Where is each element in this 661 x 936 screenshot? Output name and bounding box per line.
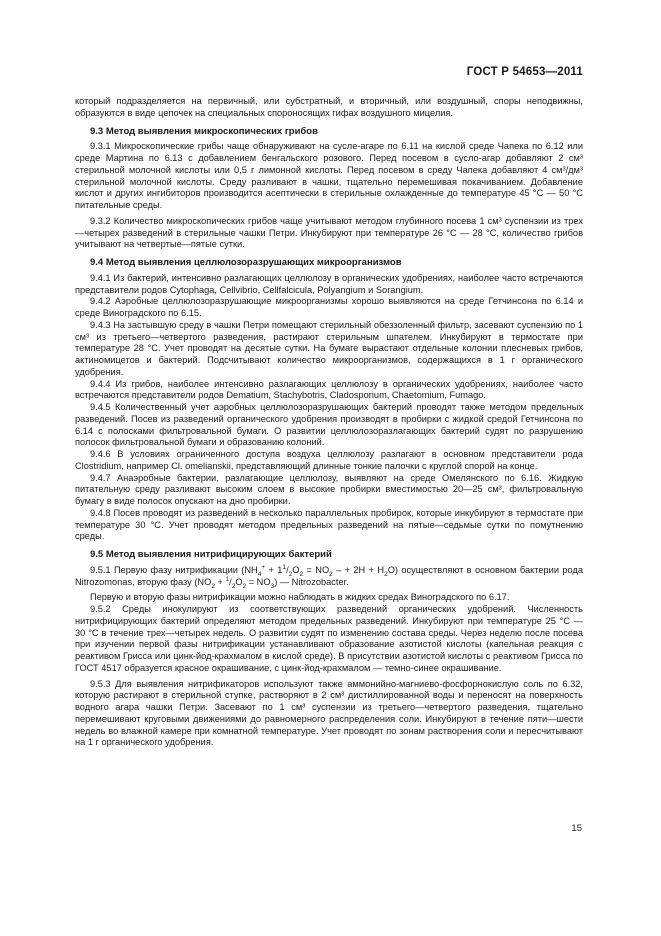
paragraph-9-5-1-b: Первую и вторую фазы нитрификации можно наблюдать в жидких средах Виноградского по 6.17. <box>90 592 510 603</box>
paragraph-9-4-7: 9.4.7 Анаэробные бактерии, разлагающие целлюлозу, выявляют на среде Омелянского по 6.16. Жидкую питательную среду разливают высоким слоем в высокие пробирки вместимостью 20—25 см³, фильтровальную бумагу в виде полосок опускают на дно пробирки. <box>75 472 583 506</box>
page-number: 15 <box>571 823 582 834</box>
paragraph-9-4-6: 9.4.6 В условиях ограниченного доступа воздуха целлюлозу разлагают в основном представители рода Clostridium, например Cl. omelianskii, представляющий длинные тонкие палочки с круглой спорой на конце. <box>75 449 583 471</box>
paragraph-9-5-3: 9.5.3 Для выявления нитрификаторов используют также аммонийно-магниево-фосфорнокислую соль по 6.32, которую растирают в стерильной ступке, растворяют в 2 см³ дистиллированной воды и переносят на поверхность водного агара чашки Петри. Засевают по 1 см³ суспензии из третьего—четвертого разведения, тщательно перемешивают круговыми движениями до равномерного распределения соли. Инкубируют в течение пяти—шести недель во влажной камере при комнатной температуре. Учет проводят по зонам растворения соли и пересчитывают на 1 г органического удобрения. <box>75 678 583 748</box>
paragraph-9-4-1: 9.4.1 Из бактерий, интенсивно разлагающих целлюлозу в органических удобрениях, наиболее часто встречаются представители родов Cytophaga, Cellvibrio, Cellfalcicula, Polyangium и Sorangium. <box>75 272 583 295</box>
section-heading-9-4: 9.4 Метод выявления целлюлозоразрушающих микроорганизмов <box>90 257 402 268</box>
paragraph-9-4-5: 9.4.5 Количественный учет аэробных целлюлозоразрушающих бактерий проводят также методом предельных разведений. Посев из разведений органического удобрения производят в пробирки с жидкой средой Гетчинсона по 6.14 с полосками фильтровальной бумаги. О развитии целлюлозоразлагающих бактерий судят по разрушению полосок фильтровальной бумаги и образованию колоний. <box>75 402 583 448</box>
paragraph-9-3-1: 9.3.1 Микроскопические грибы чаще обнаруживают на сусле-агаре по 6.11 на кислой среде Чапека по 6.12 или среде Мартина по 6.13 с добавлением бенгальского розового. Перед посевом в сусло-агар добавляют 2 см³ стерильной молочной кислоты или 0,5 г лимонной кислоты. Перед посевом в среду Чапека добавляют 4 см³/дм³ стерильной молочной кислоты. Среду разливают в чашки, тщательно перемешивая покачиванием. Добавление кислот и других ингибиторов производится асептически в стерильные охлажденные до температуре 45 °С — 50 °С питательные среды. <box>75 141 583 210</box>
section-heading-9-3: 9.3 Метод выявления микроскопических грибов <box>90 125 318 137</box>
section-heading-9-5: 9.5 Метод выявления нитрифицирующих бактерий <box>90 549 332 560</box>
paragraph-9-4-2: 9.4.2 Аэробные целлюлозоразрушающие микроорганизмы хорошо выявляются на среде Гетчинсона по 6.14 и среде Виноградского по 6.15. <box>75 296 583 318</box>
paragraph-9-5-2: 9.5.2 Среды инокулируют из соответствующих разведений органических удобрений. Численность нитрифицирующих бактерий определяют методом предельных разведений. Инкубируют при температуре 25 °С — 30 °С в течение трех—четырех недель. О развитии судят по изменению состава среды. Через неделю после посева при изучении первой фазы нитрификации устанавливают образование азотистой кислоты (капельная реакция с реактивом Грисса или цинк-йод-крахмалом в кислой среде). В присутствии азотистой кислоты с реактивом Грисса по ГОСТ 4517 образуется красное окрашивание, с цинк-йод-крахмалом — темно-синее окрашивание. <box>75 604 583 673</box>
document-body <box>75 96 583 749</box>
paragraph-9-5-1: 9.5.1 Первую фазу нитрификации ($NH_4^+ + 1^1/_2O_2 = NO_2$ – + $2H + H_2O$) осуществляют в основном бактерии рода Nitrozomonas, вторую фазу $(NO_2 + ^1/_2O_2 = NO_3)$ — Nitrozobacter. <box>75 563 584 590</box>
paragraph-9-4-4: 9.4.4 Из грибов, наиболее интенсивно разлагающих целлюлозу в органических удобрениях, наиболее часто встречаются представители родов Dematium, Stachybotris, Cladosporium, Chaetomium, Fumago. <box>75 378 583 401</box>
paragraph: который подразделяется на первичный, или субстратный, и вторичный, или воздушный, споры неподвижны, образуются в виде цепочек на специальных спороносящих гифах воздушного мицелия. <box>75 96 583 118</box>
paragraph-9-4-3: 9.4.3 На застывшую среду в чашки Петри помещают стерильный обеззоленный фильтр, засевают суспензию по 1 см³ из третьего—четвертого разведения, растирают стерильным шпателем. Инкубируют в термостате при температуре 28 °С. Учет проводят на десятые сутки. На бумаге вырастают отдельные колонии плесневых грибов, актиномицетов и бактерий. Подсчитывают количество микроорганизмов, содержащихся в 1 г органического удобрения. <box>75 319 583 377</box>
paragraph-9-4-8: 9.4.8 Посев проводят из разведений в несколько параллельных пробирок, которые инкубируют в термостате при температуре 30 °С. Учет проводят методом предельных разведений на пятые—седьмые сутки по помутнению среды. <box>75 507 583 542</box>
document-header: ГОСТ Р 54653—2011 <box>466 66 583 78</box>
paragraph-9-3-2: 9.3.2 Количество микроскопических грибов чаще учитывают методом глубинного посева 1 см³ суспензии из трех—четырех разведений в стерильные чашки Петри. Инкубируют при температуре 26 °С — 28 °С, количество грибов учитывают на четвертые—пятые сутки. <box>75 215 583 250</box>
